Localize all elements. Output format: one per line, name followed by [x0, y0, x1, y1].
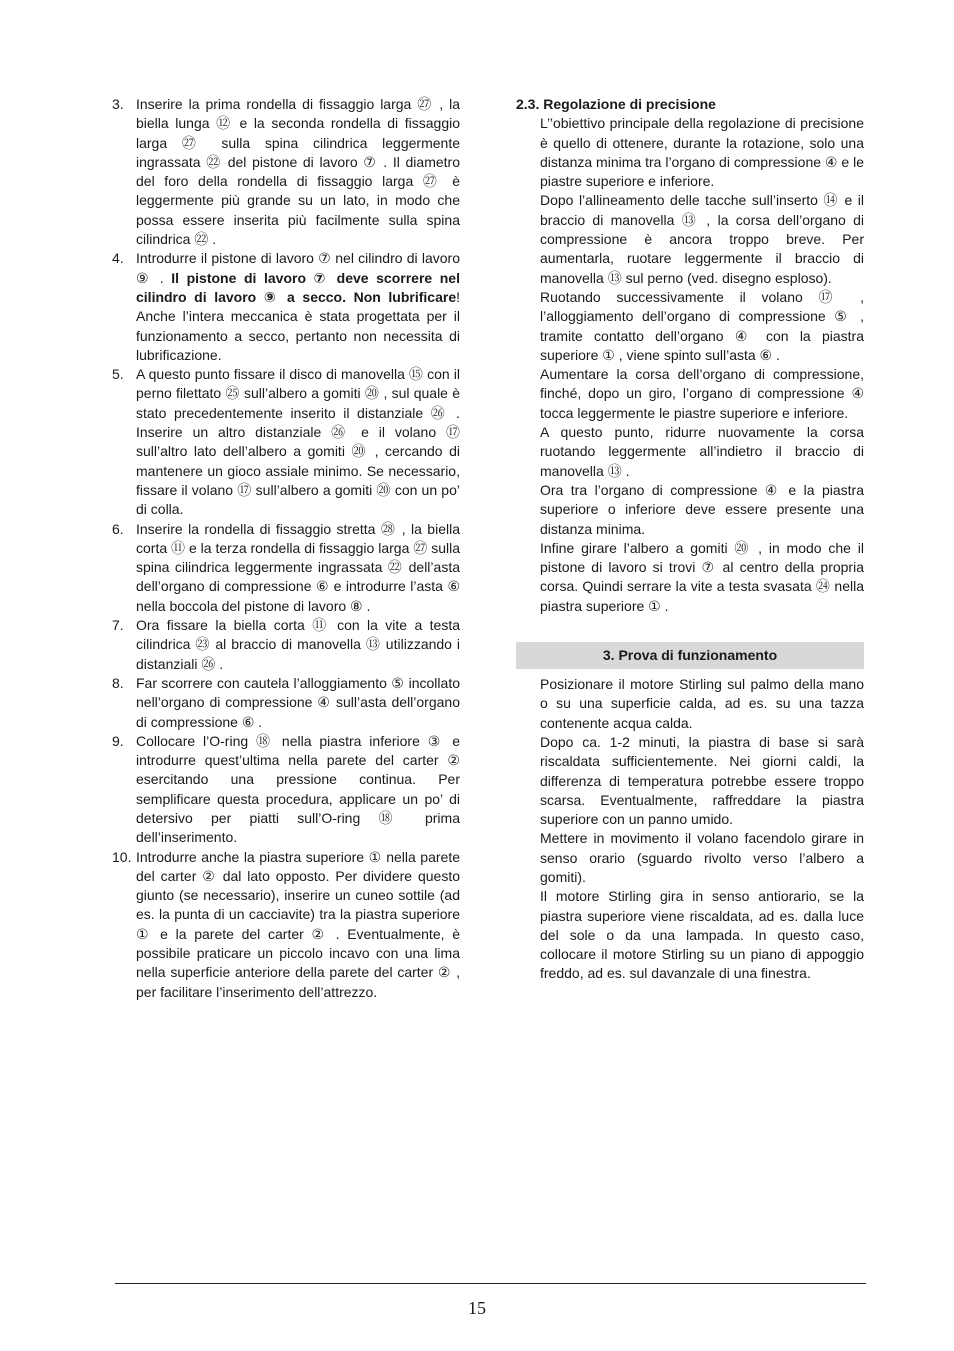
- paragraph: A questo punto, ridurre nuovamente la corsa ruotando leggermente all’indietro il braccio di manovella ⑬ .: [540, 424, 864, 479]
- step-text: Inserire la prima rondella di fissaggio larga ㉗ , la biella lunga ⑫ e la seconda rondella di fissaggio larga ㉗ sulla spina cilindrica leggermente ingrassata ㉒ del pistone di lavoro ⑦ . Il diametro del foro della rondella di fissaggio larga ㉗ è leggermente più grande su un lato, in modo che possa essere inserita più facilmente sulla spina cilindrica ㉒ .: [136, 96, 460, 248]
- step-text: A questo punto fissare il disco di manovella ⑮ con il perno filettato ㉕ sull’albero a gomiti ⑳ , sul quale è stato precedentemente inserito il distanziale ㉖ . Inserire un altro distanziale ㉖ e il volano ⑰ sull’altro lato dell’albero a gomiti ⑳ , cercando di mantenere un gioco assiale minimo. Se necessario, fissare il volano ⑰ sull’albero a gomiti ⑳ con un po’ di colla.: [136, 366, 460, 518]
- assembly-steps-list: [112, 95, 460, 1002]
- step-text: Introdurre anche la piastra superiore ① nella parete del carter ② dal lato opposto. Per dividere questo giunto (se necessario), inserire un cuneo sottile (ad es. la punta di un cacciavite) tra la piastra superiore ① e la parete del carter ② . Eventualmente, è possibile praticare un piccolo incavo con una lima nella superficie anteriore della parete del carter ② , per facilitare l’inserimento dell’attrezzo.: [136, 848, 460, 1000]
- step-text: Far scorrere con cautela l’alloggiamento ⑤ incollato nell’organo di compressione ④ sull’asta dell’organo di compressione ⑥ .: [136, 674, 460, 730]
- left-column: [112, 95, 460, 1002]
- step-number: 3.: [112, 96, 124, 112]
- section-3-title-banner: 3. Prova di funzionamento: [516, 642, 864, 669]
- step-9: [112, 732, 460, 848]
- paragraph: Ora tra l’organo di compressione ④ e la piastra superiore o inferiore deve essere presente una distanza minima.: [540, 481, 864, 537]
- step-number: 4.: [112, 250, 124, 267]
- step-number: 10.: [112, 848, 132, 865]
- step-number: 7.: [112, 617, 124, 634]
- step-number: 5.: [112, 366, 124, 383]
- paragraph: Mettere in movimento il volano facendolo girare in senso orario (sguardo rivolto verso l’albero a gomiti).: [540, 830, 864, 885]
- step-text-cont: ! Anche l’intera meccanica è stata progettata per il funzionamento a secco, pertanto non necessita di lubrificazione.: [136, 288, 460, 363]
- right-column: [516, 95, 864, 984]
- step-text: Collocare l’O-ring ⑱ nella piastra inferiore ③ e introdurre quest’ultima nella parete del carter ② esercitando una pressione continua. Per semplificare questa procedura, applicare un po’ di detersivo per piatti sull’O-ring ⑱ prima dell’inserimento.: [136, 732, 460, 846]
- step-5: [112, 365, 460, 519]
- paragraph: Posizionare il motore Stirling sul palmo della mano o su una superficie calda, ad es. su una tazza contenente acqua calda.: [540, 676, 864, 731]
- step-number: 6.: [112, 520, 124, 537]
- step-text: Introdurre il pistone di lavoro ⑦ nel cilindro di lavoro ⑨ .: [136, 250, 460, 286]
- step-text: Inserire la rondella di fissaggio stretta ㉘ , la biella corta ⑪ e la terza rondella di fissaggio larga ㉗ sulla spina cilindrica leggermente ingrassata ㉒ dell’asta dell’organo di compressione ⑥ e introdurre l’asta ⑥ nella boccola del pistone di lavoro ⑧ .: [136, 520, 460, 614]
- paragraph: Dopo ca. 1-2 minuti, la piastra di base si sarà riscaldata sufficientemente. Nei giorni caldi, la differenza di temperatura potrebbe essere troppo scarsa. Eventualmente, raffreddare la piastra superiore con un panno umido.: [540, 733, 864, 828]
- paragraph: Dopo l’allineamento delle tacche sull’inserto ⑭ e il braccio di manovella ⑬ , la corsa dell’organo di compressione è ancora troppo breve. Per aumentarla, ruotare leggermente il braccio di manovella ⑬ sul perno (ved. disegno esploso).: [540, 192, 864, 286]
- paragraph: L’’obiettivo principale della regolazione di precisione è quello di ottenere, durante la rotazione, solo una distanza minima tra l’organo di compressione ④ e le piastre superiore e inferiore.: [540, 115, 864, 190]
- step-6: [112, 520, 460, 616]
- step-number: 9.: [112, 732, 124, 749]
- step-7: [112, 616, 460, 674]
- step-text: Ora fissare la biella corta ⑪ con la vite a testa cilindrica ㉓ al braccio di manovella ⑬ utilizzando i distanziali ㉖ .: [136, 617, 460, 672]
- paragraph: Infine girare l’albero a gomiti ⑳ , in modo che il pistone di lavoro si trovi ⑦ al centro della propria corsa. Quindi serrare la vite a testa svasata ㉔ nella piastra superiore ① .: [540, 539, 864, 614]
- paragraph: Il motore Stirling gira in senso antiorario, se la piastra superiore viene riscaldata, ad es. dalla luce del sole o da una lampada. In questo caso, collocare il motore Stirling su un piano di appoggio freddo, ad es. sul davanzale di una finestra.: [540, 888, 864, 982]
- section-2-3-title: 2.3. Regolazione di precisione: [516, 96, 716, 112]
- footer-divider: [115, 1283, 866, 1284]
- paragraph: Ruotando successivamente il volano ⑰ , l’alloggiamento dell’organo di compressione ⑤ , tramite contatto dell’organo ④ con la piastra superiore ① , viene spinto sull’asta ⑥ .: [540, 288, 864, 363]
- step-4: [112, 249, 460, 365]
- page-number: 15: [468, 1298, 486, 1318]
- paragraph: Aumentare la corsa dell’organo di compressione, finché, dopo un giro, l’organo di compressione ④ tocca leggermente le piastre superiore e inferiore.: [540, 366, 864, 421]
- step-10: [112, 848, 460, 1002]
- step-number: 8.: [112, 674, 124, 691]
- step-3: [112, 95, 460, 249]
- step-warning: Il pistone di lavoro ⑦ deve scorrere nel cilindro di lavoro ⑨ a secco. Non lubrificare: [136, 269, 460, 305]
- step-8: [112, 674, 460, 732]
